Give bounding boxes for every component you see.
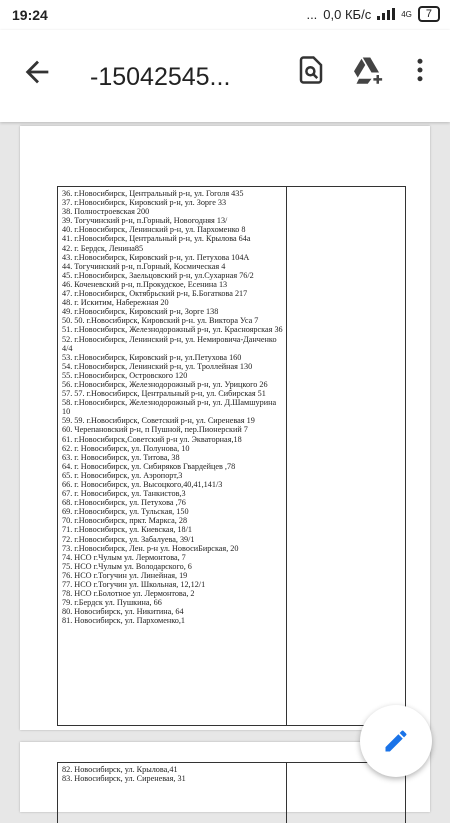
table-row: 55. г.Новосибирск, Островского 120 [62,370,188,380]
table-row: 37. г.Новосибирск, Кировский р-н, ул. Зорге 33 [62,198,227,208]
table-column-divider [286,187,287,725]
address-table-continued [57,762,406,823]
table-row: 63. г. Новосибирск, ул. Титова, 38 [62,452,180,462]
table-column-divider [286,763,287,823]
table-row: 44. Тогучинский р-н, п.Горный, Космическая 4 [62,261,226,271]
table-row: 72. г.Новосибирск, ул. Забалуева, 39/1 [62,534,195,544]
table-row: 74. НСО г.Чулым ул. Лермонтова, 7 [62,552,186,562]
address-rows-continued [62,765,284,783]
address-table [57,186,406,726]
table-row: 57. 57. г.Новосибирск, Центральный р-н, ул. Сибирская 51 [62,389,266,399]
table-row: 75. НСО г.Чулым ул. Володарского, 6 [62,561,192,571]
more-vertical-icon[interactable] [410,55,430,85]
table-row: 41. г.Новосибирск, Центральный р-н, ул. Крылова 64а [62,234,251,244]
drive-add-icon[interactable] [352,55,386,85]
table-row: 68. г.Новосибирск, ул. Петухова ,76 [62,498,186,508]
table-row: 76. НСО г.Тогучин ул. Линейная, 19 [62,570,188,580]
table-row: 64. г. Новосибирск, ул. Сибиряков Гвардейцев ,78 [62,461,236,471]
table-row: 43. г.Новосибирск, Кировский р-н, ул. Петухова 104А [62,252,250,262]
table-row: 82. Новосибирск, ул. Крылова,41 [62,765,178,774]
table-row: 67. г. Новосибирск, ул. Танкистов,3 [62,489,186,499]
signal-icon [377,8,395,20]
table-row: 39. Тогучинский р-н, п.Горный, Новогодняя 13/ [62,216,228,226]
table-row: 52. г.Новосибирск, Ленинский р-н, ул. Немировича-Данченко 4/4 [62,334,277,353]
table-row: 46. Коченевский р-н, п.Прокудское, Есенина 13 [62,279,228,289]
table-row: 36. г.Новосибирск, Центральный р-н, ул. Гоголя 435 [62,189,244,198]
table-row: 48. г. Искитим, Набережная 20 [62,298,169,308]
document-title: -15042545... [90,63,231,91]
status-dots: ... [306,6,318,22]
edit-pencil-icon [382,727,410,755]
battery-icon [418,6,440,22]
status-time: 19:24 [12,7,48,23]
table-row: 54. г.Новосибирск, Ленинский р-н, ул. Троллейная 130 [62,361,253,371]
table-row: 81. Новосибирск, ул. Пархоменко,1 [62,616,186,626]
battery-level: 7 [425,8,432,20]
table-row: 66. г. Новосибирск, ул. Высоцкого,40,41,141/3 [62,480,223,489]
table-row: 49. г.Новосибирск, Кировский р-н, Зорге 138 [62,307,219,317]
table-row: 73. г.Новосибирск, Лен. р-н ул. НовосиБирская, 20 [62,543,239,553]
address-rows [62,189,284,626]
app-bar [0,30,450,122]
table-row: 60. Черепановский р-н, п Пушной, пер.Пионерский 7 [62,425,248,435]
table-row: 61. г.Новосибирск,Советский р-н ул. Экваторная,18 [62,434,242,444]
table-row: 78. НСО г.Болотное ул. Лермонтова, 2 [62,589,195,599]
table-row: 50. 50. г.Новосибирск, Кировский р-н. ул. Виктора Уса 7 [62,316,259,326]
table-row: 38. Полностроевская 200 [62,207,150,217]
table-row: 40. г.Новосибирск, Ленинский р-н, ул. Пархоменко 8 [62,225,246,235]
table-row: 79. г.Бердск ул. Пушкина, 66 [62,598,162,608]
table-row: 77. НСО г.Тогучин ул. Школьная, 12,12/1 [62,580,206,590]
status-bar [0,0,450,30]
table-row: 70. г.Новосибирск, пркт. Маркса, 28 [62,516,188,526]
status-right [306,6,440,22]
document-page-1[interactable] [20,126,430,730]
table-row: 69. г.Новосибирск, ул. Тульская, 150 [62,507,189,517]
status-speed: 0,0 КБ/с [323,6,372,22]
arrow-back-icon[interactable] [20,55,54,89]
table-row: 80. Новосибирск, ул. Никитина, 64 [62,607,184,617]
network-type: 4G [401,9,412,19]
table-row: 59. 59. г.Новосибирск, Советский р-н, ул. Сиреневая 19 [62,416,255,426]
table-row: 71. г.Новосибирск, ул. Киевская, 18/1 [62,525,192,535]
table-row: 45. г.Новосибирск, Заельцовский р-н, ул.Сухарная 76/2 [62,270,254,280]
table-row: 65. г. Новосибирск, ул. Аэропорт,3 [62,470,183,480]
table-row: 51. г.Новосибирск, Железнодорожный р-н, ул. Красноярская 36 [62,325,283,335]
document-search-icon[interactable] [296,55,326,85]
edit-button[interactable] [360,705,432,777]
table-row: 47. г.Новосибирск, Октябрьский р-н, Б.Богаткова 217 [62,289,248,299]
table-row: 62. г. Новосибирск, ул. Полунова, 10 [62,443,190,453]
table-row: 83. Новосибирск, ул. Сиреневая, 31 [62,774,186,784]
table-row: 58. г.Новосибирск, Железнодорожный р-н, ул. Д.Шамшурина 10 [62,398,277,417]
table-row: 53. г.Новосибирск, Кировский р-н, ул.Петухова 160 [62,352,242,362]
table-row: 42. г. Бердск, Ленина85 [62,243,144,253]
table-row: 56. г.Новосибирск, Железнодорожный р-н, ул. Урицкого 26 [62,379,268,389]
